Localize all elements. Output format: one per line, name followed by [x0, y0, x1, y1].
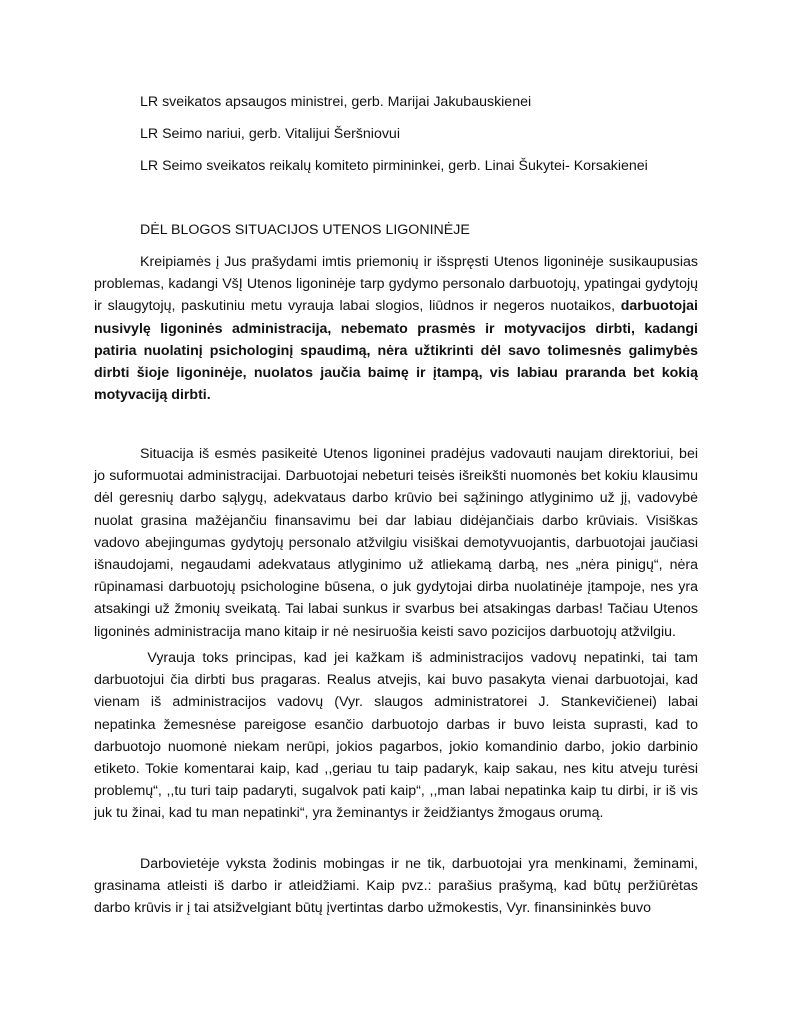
- paragraph-4-text: Darbovietėje vyksta žodinis mobingas ir ne tik, darbuotojai yra menkinami, žeminami, grasinama atleisti iš darbo ir atleidžiami. Kaip pvz.: parašius prašymą, kad būtų peržiūrėtas darbo krūvis ir į tai atsižvelgiant būtų įvertintas darbo užmokestis, Vyr. finansininkės buvo: [94, 856, 698, 917]
- letter-title: DĖL BLOGOS SITUACIJOS UTENOS LIGONINĖJE: [140, 222, 470, 238]
- paragraph-4: [94, 853, 698, 920]
- paragraph-3: [94, 647, 702, 825]
- recipient-committee-chair: LR Seimo sveikatos reikalų komiteto pirmininkei, gerb. Linai Šukytei- Korsakienei: [140, 158, 648, 174]
- paragraph-1-bold-text: darbuotojai nusivylę ligoninės administracija, nebemato prasmės ir motyvacijos dirbti, kadangi patiria nuolatinį psichologinį spaudimą, nėra užtikrinti dėl savo tolimesnės galimybės dirbti šioje ligoninėje, nuolatos jaučia baimę ir įtampą, vis labiau praranda bet kokią motyvaciją dirbti.: [94, 298, 698, 404]
- recipient-minister: LR sveikatos apsaugos ministrei, gerb. Marijai Jakubauskienei: [140, 94, 532, 110]
- paragraph-3-text: Vyrauja toks principas, kad jei kažkam iš administracijos vadovų nepatinki, tai tam darbuotojui čia dirbti bus pragaras. Realus atvejis, kai buvo pasakyta vienai darbuotojai, kad vienam iš administracijos vadovų (Vyr. slaugos administratorei J. Stankevičienei) labai nepatinka žemesnėse pareigose esančio darbuotojo darbas ir buvo leista suprasti, kad to darbuotojo nuomonė niekam nerūpi, jokios pagarbos, jokio komandinio darbo, jokio darbinio etiketo. Tokie komentarai kaip, kad ,,geriau tu taip padaryk, kaip sakau, nes kitu atveju turėsi problemų“, ,,tu turi taip padaryti, sugalvok pati kaip“, ,,man labai nepatinka kaip tu dirbi, ir iš vis juk tu žinai, kad tu man nepatinki“, yra žeminantys ir žeidžiantys žmogaus orumą.: [94, 650, 702, 822]
- recipient-seimas-member: LR Seimo nariui, gerb. Vitalijui Šeršniovui: [140, 126, 400, 142]
- paragraph-1: [94, 251, 698, 406]
- paragraph-2: [94, 443, 698, 643]
- paragraph-2-text: Situacija iš esmės pasikeitė Utenos ligoninei pradėjus vadovauti naujam direktoriui, bei jo suformuotai administracijai. Darbuotojai nebeturi teisės išreikšti nuomonės bet kokiu klausimu dėl geresnių darbo sąlygų, adekvataus darbo krūvio bei sąžiningo atlyginimo už jį, vadovybė nuolat grasina mažėjančiu finansavimu bei dar labiau didėjančiais darbo krūviais. Visiškas vadovo abejingumas gydytojų personalo atžvilgiu visiškai demotyvuojantis, darbuotojai jaučiasi išnaudojami, negaudami adekvataus atlyginimo už atliekamą darbą, nes „nėra pinigų“, nėra rūpinamasi darbuotojų psichologine būsena, o juk gydytojai dirba nuolatinėje įtampoje, nes yra atsakingi už žmonių sveikatą. Tai labai sunkus ir svarbus bei atsakingas darbas! Tačiau Utenos ligoninės administracija mano kitaip ir nė nesiruošia keisti savo pozicijos darbuotojų atžvilgiu.: [94, 446, 698, 640]
- paragraph-1-text: Kreipiamės į Jus prašydami imtis priemonių ir išspręsti Utenos ligoninėje susikaupusias problemas, kadangi VšĮ Utenos ligoninėje tarp gydymo personalo darbuotojų, ypatingai gydytojų ir slaugytojų, paskutiniu metu vyrauja labai slogios, liūdnos ir negeros nuotaikos,: [94, 254, 698, 315]
